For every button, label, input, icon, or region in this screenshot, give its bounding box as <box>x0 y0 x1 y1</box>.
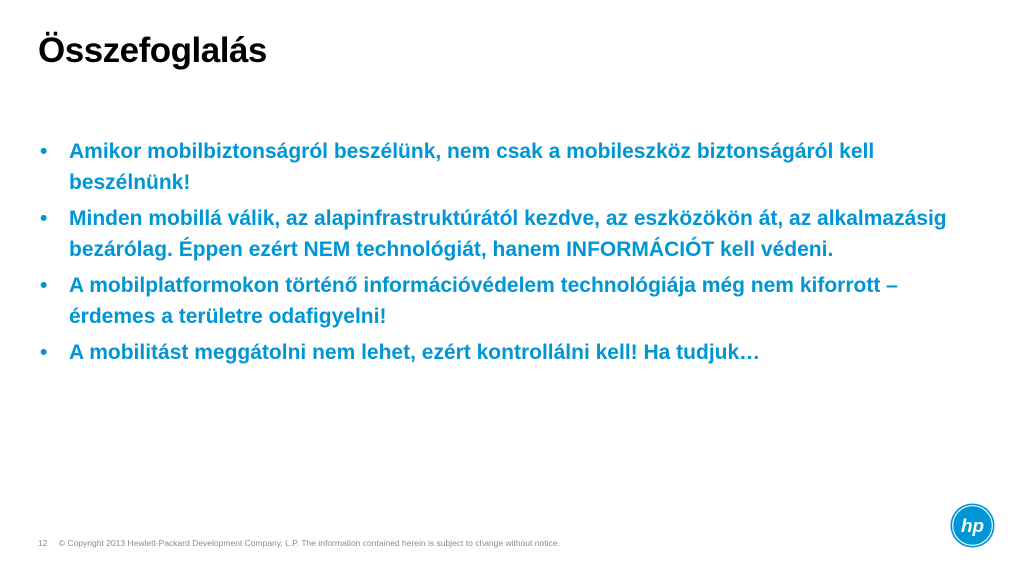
bullet-list <box>40 136 960 373</box>
bullet-marker: • <box>40 274 48 297</box>
footer <box>38 538 560 548</box>
copyright-text: © Copyright 2013 Hewlett-Packard Development Company, L.P. The information contained herein is subject to change without notice. <box>58 538 560 548</box>
bullet-item <box>40 270 960 332</box>
bullet-item <box>40 203 960 265</box>
bullet-text: Minden mobillá válik, az alapinfrastruktúrától kezdve, az eszközökön át, az alkalmazásig bezárólag. Éppen ezért NEM technológiát, hanem INFORMÁCIÓT kell védeni. <box>69 207 947 261</box>
bullet-text: A mobilitást meggátolni nem lehet, ezért kontrollálni kell! Ha tudjuk… <box>69 341 761 364</box>
page-number: 12 <box>38 538 48 548</box>
bullet-text: A mobilplatformokon történő információvédelem technológiája még nem kiforrott – érdemes a területre odafigyelni! <box>69 274 898 328</box>
bullet-marker: • <box>40 140 48 163</box>
bullet-text: Amikor mobilbiztonságról beszélünk, nem csak a mobileszköz biztonságáról kell beszélnünk! <box>69 140 875 194</box>
bullet-item <box>40 136 960 198</box>
hp-logo-text: hp <box>960 515 985 537</box>
hp-logo-icon <box>950 503 995 548</box>
bullet-marker: • <box>40 207 48 230</box>
bullet-item <box>40 337 960 368</box>
slide-title: Összefoglalás <box>38 31 267 70</box>
bullet-marker: • <box>40 341 48 364</box>
